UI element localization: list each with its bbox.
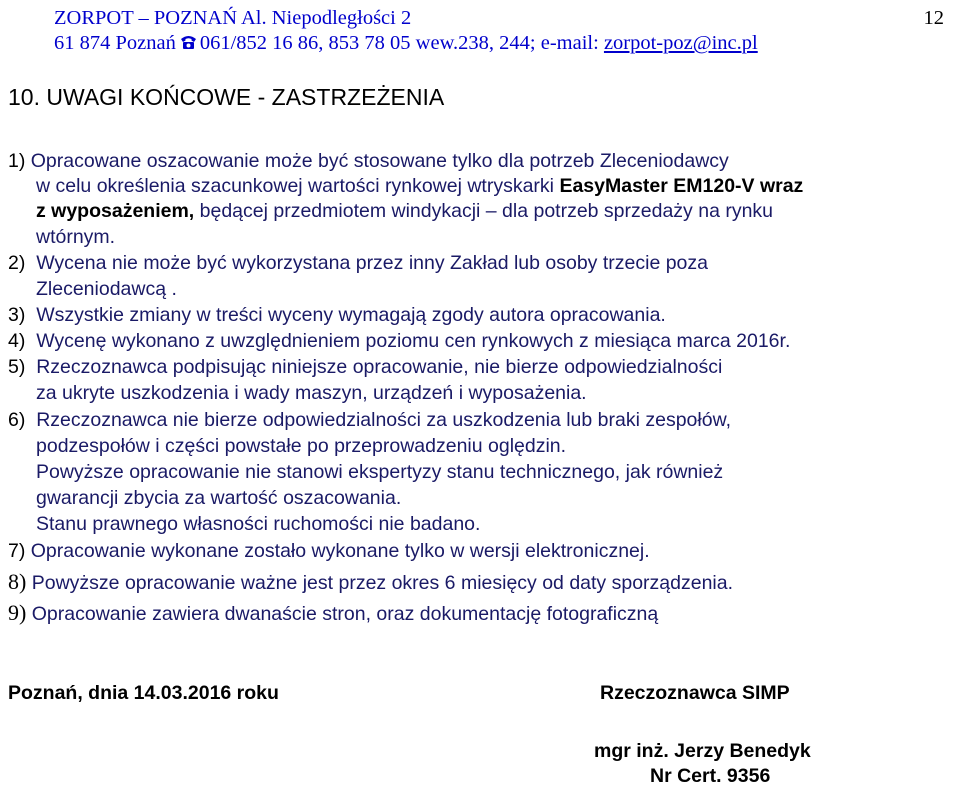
item-text-line: Zleceniodawcą . [36, 278, 177, 300]
item-text-line: Powyższe opracowanie nie stanowi ekspertyzy stanu technicznego, jak również [36, 461, 724, 483]
header-phones: 061/852 16 86, 853 78 05 wew.238, 244; e-mail: [199, 32, 599, 54]
item-text: Opracowane oszacowanie może być stosowane tylko dla potrzeb Zleceniodawcy [30, 150, 729, 172]
item-text: Opracowanie zawiera dwanaście stron, oraz dokumentację fotograficzną [31, 603, 659, 625]
list-item-9 [8, 602, 658, 625]
item-text-line: Stanu prawnego własności ruchomości nie badano. [36, 513, 481, 535]
item-text: w celu określenia szacunkowej wartości rynkowej wtryskarki [36, 175, 555, 197]
item-text: Opracowanie wykonane zostało wykonane tylko w wersji elektronicznej. [30, 540, 650, 562]
list-item-7 [8, 542, 650, 562]
header-city: 61 874 Poznań [54, 32, 176, 54]
item-text-line [36, 202, 773, 222]
item-text-line [36, 177, 803, 197]
phone-icon [179, 34, 198, 50]
item-text: Wycena nie może być wykorzystana przez inny Zakład lub osoby trzecie poza [36, 252, 708, 274]
item-text-line: wtórnym. [36, 226, 116, 248]
header-contact-line [54, 33, 758, 54]
item-text: Rzeczoznawca nie bierze odpowiedzialności za uszkodzenia lub braki zespołów, [36, 409, 731, 431]
item-number: 9) [8, 600, 27, 625]
item-number: 1) [8, 150, 26, 172]
header-address-line: ZORPOT – POZNAŃ Al. Niepodległości 2 [54, 7, 412, 29]
page-number: 12 [923, 7, 944, 29]
item-text: będącej przedmiotem windykacji – dla potrzeb sprzedaży na rynku [199, 200, 774, 222]
item-number: 4) [8, 330, 26, 352]
section-title: 10. UWAGI KOŃCOWE - ZASTRZEŻENIA [8, 84, 445, 110]
equipment-label: z wyposażeniem, [36, 200, 195, 222]
list-item-5 [8, 358, 722, 378]
item-text: Wycenę wykonano z uwzględnieniem poziomu cen rynkowych z miesiąca marca 2016r. [36, 330, 791, 352]
signer-role: Rzeczoznawca SIMP [600, 682, 790, 704]
item-number: 8) [8, 569, 27, 594]
item-number: 3) [8, 304, 26, 326]
item-text: Rzeczoznawca podpisując niniejsze opracowanie, nie bierze odpowiedzialności [36, 356, 723, 378]
item-text: Powyższe opracowanie ważne jest przez okres 6 miesięcy od daty sporządzenia. [31, 572, 734, 594]
machine-name: EasyMaster EM120-V wraz [559, 175, 804, 197]
list-item-8 [8, 571, 733, 594]
signer-name: mgr inż. Jerzy Benedyk [594, 740, 811, 762]
place-and-date: Poznań, dnia 14.03.2016 roku [8, 682, 279, 704]
list-item-4 [8, 332, 790, 352]
item-text-line: gwarancji zbycia za wartość oszacowania. [36, 487, 402, 509]
item-text: Wszystkie zmiany w treści wyceny wymagają zgody autora opracowania. [36, 304, 666, 326]
item-text-line: za ukryte uszkodzenia i wady maszyn, urządzeń i wyposażenia. [36, 382, 587, 404]
certificate-number: Nr Cert. 9356 [650, 765, 771, 787]
list-item-1 [8, 152, 729, 172]
list-item-2 [8, 254, 708, 274]
item-number: 5) [8, 356, 26, 378]
email-link[interactable]: zorpot-poz@inc.pl [603, 32, 758, 54]
item-number: 6) [8, 409, 26, 431]
list-item-3 [8, 306, 666, 326]
list-item-6 [8, 411, 731, 431]
item-number: 2) [8, 252, 26, 274]
item-text-line: podzespołów i części powstałe po przeprowadzeniu oględzin. [36, 435, 567, 457]
item-number: 7) [8, 540, 26, 562]
